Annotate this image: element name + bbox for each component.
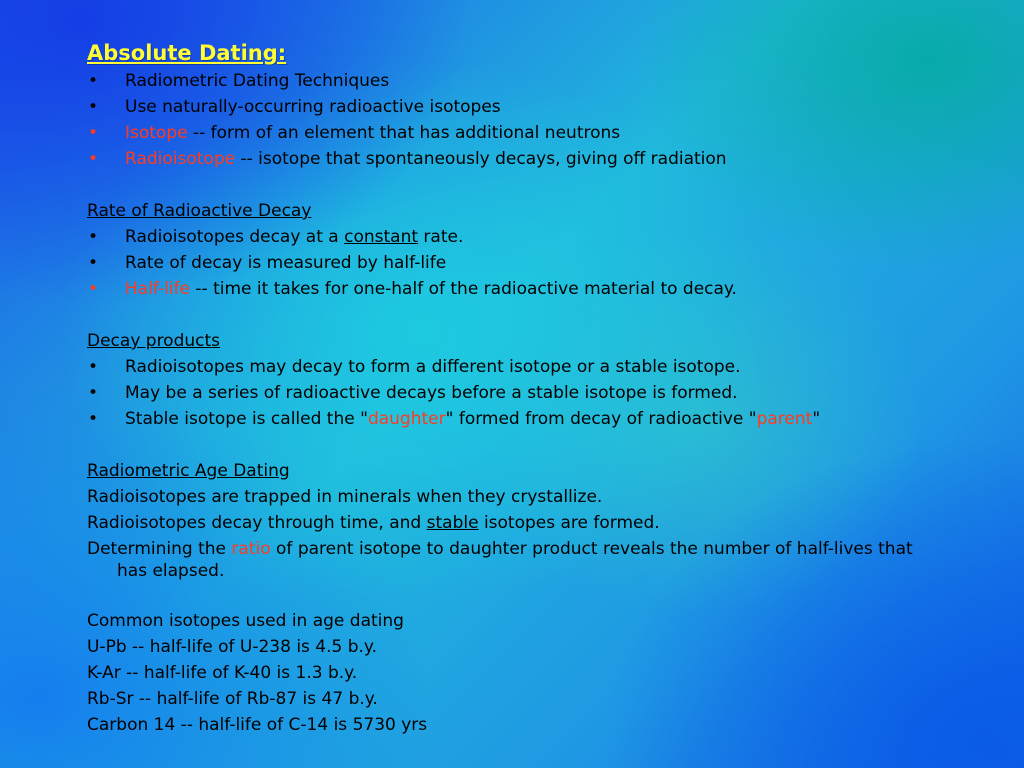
line-text: of parent isotope to daughter product reveals the number of half-lives that has elapsed.: [117, 539, 913, 581]
line-trapped-in-minerals: Radioisotopes are trapped in minerals when they crystallize.: [87, 487, 603, 507]
bullet-natural-isotopes: [87, 94, 927, 120]
term-daughter: daughter: [367, 409, 446, 429]
slide-content: [87, 40, 927, 738]
isotope-pair-rb-sr: Rb-Sr -- half-life of Rb-87 is 47 b.y.: [87, 689, 378, 709]
bullet-marker: •: [88, 149, 99, 169]
bullet-text: Radiometric Dating Techniques: [125, 71, 390, 91]
bullet-series-of-decays: [87, 380, 927, 406]
bullet-daughter-parent: [87, 406, 927, 432]
bullet-marker: •: [88, 357, 99, 377]
bullet-marker: •: [88, 71, 99, 91]
bullet-text: May be a series of radioactive decays before a stable isotope is formed.: [125, 383, 738, 403]
isotope-pair-k-ar: K-Ar -- half-life of K-40 is 1.3 b.y.: [87, 663, 358, 683]
bullet-measured-half-life: [87, 250, 927, 276]
bullet-marker: •: [88, 279, 99, 299]
line-ratio-half-lives: [87, 538, 927, 582]
bullet-text: Rate of decay is measured by half-life: [125, 253, 447, 273]
bullet-marker: •: [88, 409, 99, 429]
line-text: Determining the: [87, 539, 232, 559]
bullet-text: rate.: [418, 227, 464, 247]
term-radioisotope: Radioisotope: [125, 149, 236, 169]
term-isotope: Isotope: [125, 123, 188, 143]
bullet-marker: •: [88, 123, 99, 143]
isotope-pair-u-pb: U-Pb -- half-life of U-238 is 4.5 b.y.: [87, 637, 377, 657]
line-decay-through-time: [87, 510, 927, 536]
term-parent: parent: [756, 409, 813, 429]
term-half-life: Half-life: [125, 279, 191, 299]
bullet-constant-rate: [87, 224, 927, 250]
bullet-radioisotope-definition: [87, 146, 927, 172]
heading-decay-products: Decay products: [87, 331, 221, 351]
bullet-marker: •: [88, 227, 99, 247]
bullet-marker: •: [88, 253, 99, 273]
bullet-text: Radioisotopes may decay to form a different isotope or a stable isotope.: [125, 357, 741, 377]
heading-radiometric-age-dating: Radiometric Age Dating: [87, 461, 290, 481]
bullet-half-life-definition: [87, 276, 927, 302]
line-text: Radioisotopes decay through time, and: [87, 513, 427, 533]
bullet-radiometric-techniques: [87, 68, 927, 94]
bullet-isotope-definition: [87, 120, 927, 146]
bullet-text: ": [812, 409, 821, 429]
term-ratio: ratio: [231, 539, 271, 559]
bullet-marker: •: [88, 383, 99, 403]
isotope-pair-carbon-14: Carbon 14 -- half-life of C-14 is 5730 yrs: [87, 715, 428, 735]
bullet-marker: •: [88, 97, 99, 117]
bullet-text: Radioisotopes decay at a: [125, 227, 345, 247]
heading-rate-of-decay: Rate of Radioactive Decay: [87, 201, 312, 221]
bullet-text: -- time it takes for one-half of the radioactive material to decay.: [190, 279, 737, 299]
bullet-text: -- isotope that spontaneously decays, giving off radiation: [235, 149, 727, 169]
word-stable: stable: [426, 513, 479, 533]
bullet-text: Stable isotope is called the ": [125, 409, 368, 429]
bullet-different-isotope: [87, 354, 927, 380]
bullet-text: " formed from decay of radioactive ": [445, 409, 757, 429]
word-constant: constant: [344, 227, 419, 247]
heading-common-isotopes: Common isotopes used in age dating: [87, 611, 404, 631]
bullet-text: -- form of an element that has additional neutrons: [187, 123, 621, 143]
bullet-text: Use naturally-occurring radioactive isotopes: [125, 97, 501, 117]
slide-title: Absolute Dating:: [87, 41, 287, 65]
line-text: isotopes are formed.: [478, 513, 660, 533]
